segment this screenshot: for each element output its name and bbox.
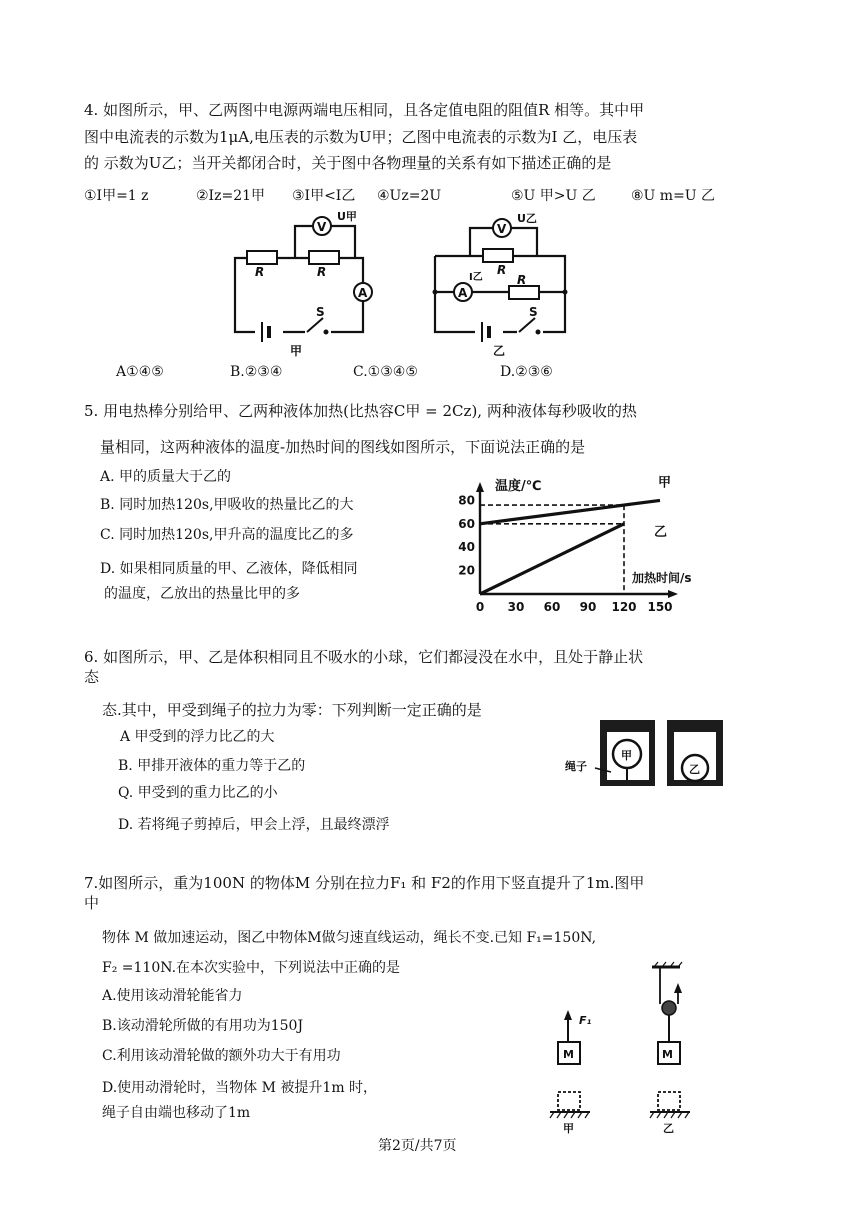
q6-option-b: B. 甲排开液体的重力等于乙的	[118, 758, 306, 774]
chart-x-tick: 150	[647, 600, 673, 614]
q5-option-d-cont: 的温度，乙放出的热量比甲的多	[104, 586, 300, 602]
q6-option-a: A 甲受到的浮力比乙的大	[120, 729, 275, 745]
ball-jia-label: 甲	[621, 749, 632, 762]
circuit-yi-figure	[425, 210, 585, 360]
q4-line3: 的 示数为U乙；当开关都闭合时，关于图中各物理量的关系有如下描述正确的是	[84, 154, 612, 172]
q4-line1: 4. 如图所示，甲、乙两图中电源两端电压相同，且各定值电阻的阻值R 相等。其中甲	[84, 101, 645, 119]
circuit-jia-ammeter: A	[358, 286, 368, 300]
force-f1-label: F₁	[579, 1014, 592, 1027]
q6-option-c: Q. 甲受到的重力比乙的小	[118, 785, 278, 801]
q4-option-a: A①④⑤	[116, 364, 164, 380]
chart-y-tick: 40	[458, 540, 475, 555]
q4-item-3: ③I甲<I乙	[292, 188, 356, 204]
q4-option-b: B.②③④	[230, 364, 283, 380]
q6-line2: 态.其中，甲受到绳子的拉力为零：下列判断一定正确的是	[102, 701, 482, 719]
q5-option-a: A. 甲的质量大于乙的	[100, 469, 232, 485]
circuit-yi-r1: R	[497, 263, 507, 277]
page-footer: 第2页/共7页	[378, 1138, 457, 1154]
q5-line2: 量相同，这两种液体的温度-加热时间的图线如图所示，下面说法正确的是	[100, 438, 586, 456]
chart-x-tick: 120	[611, 600, 637, 614]
chart-x-tick: 30	[507, 600, 525, 614]
circuit-yi-switch-label: S	[529, 305, 538, 319]
circuit-yi-voltmeter: V	[497, 222, 507, 236]
circuit-yi-u-label: U乙	[517, 212, 537, 225]
beakers-figure	[565, 712, 735, 792]
circuit-jia-caption: 甲	[290, 344, 303, 358]
q4-option-d: D.②③⑥	[500, 364, 553, 380]
q7-line1b: 中	[84, 894, 100, 912]
q6-line1: 6. 如图所示，甲、乙是体积相同且不吸水的小球，它们都浸没在水中，且处于静止状	[84, 648, 644, 666]
q4-line2: 图中电流表的示数为1μA,电压表的示数为U甲；乙图中电流表的示数为I 乙，电压表	[84, 128, 638, 146]
q7-line1: 7.如图所示，重为100N 的物体M 分别在拉力F₁ 和 F2的作用下竖直提升了1m.图甲	[84, 874, 645, 892]
ball-yi-label: 乙	[689, 763, 700, 776]
q4-option-c: C.①③④⑤	[353, 364, 418, 380]
chart-series-label-2: 乙	[654, 524, 668, 540]
circuit-jia-voltmeter: V	[317, 220, 327, 234]
rope-label: 绳子	[565, 760, 587, 773]
q5-option-d: D. 如果相同质量的甲、乙液体，降低相同	[100, 561, 358, 577]
pulley-figure	[548, 960, 708, 1155]
chart-series-line-2	[480, 524, 624, 594]
q4-item-4: ④Uz=2U	[377, 188, 442, 204]
chart-ylabel: 温度/℃	[495, 479, 542, 494]
circuit-yi-i-label: I乙	[469, 272, 483, 283]
circuit-yi-ammeter: A	[458, 286, 468, 300]
q4-item-5: ⑤U 甲>U 乙	[511, 188, 596, 204]
pulley-jia-caption: 甲	[563, 1122, 574, 1135]
mass-jia-label: M	[563, 1048, 574, 1061]
chart-y-tick: 60	[458, 516, 475, 531]
q6-line1b: 态	[84, 668, 100, 686]
q7-option-c: C.利用该动滑轮做的额外功大于有用功	[102, 1048, 341, 1064]
q7-line3: F₂ =110N.在本次实验中，下列说法中正确的是	[102, 960, 401, 976]
q5-line1: 5. 用电热棒分别给甲、乙两种液体加热(比热容C甲 = 2Cz), 两种液体每秒吸收的热	[84, 402, 637, 420]
chart-x-tick: 60	[543, 600, 561, 614]
q7-option-d-cont: 绳子自由端也移动了1m	[102, 1105, 251, 1121]
mass-yi-label: M	[662, 1048, 673, 1061]
q7-option-a: A.使用该动滑轮能省力	[102, 988, 243, 1004]
circuit-jia-figure	[225, 210, 375, 360]
q4-item-1: ①I甲=1 z	[84, 188, 149, 204]
circuit-jia-u-label: U甲	[337, 210, 357, 223]
chart-series-label-1: 甲	[658, 475, 672, 491]
q5-option-c: C. 同时加热120s,甲升高的温度比乙的多	[100, 527, 354, 543]
circuit-jia-switch-label: S	[316, 305, 325, 319]
chart-xlabel: 加热时间/s	[632, 571, 692, 585]
circuit-yi-r2: R	[517, 273, 527, 287]
q7-line2: 物体 M 做加速运动，图乙中物体M做匀速直线运动，绳长不变.已知 F₁=150N,	[102, 930, 597, 946]
chart-series-line-1	[480, 500, 660, 523]
temperature-time-chart	[440, 470, 690, 620]
chart-y-tick: 20	[458, 563, 475, 578]
q4-item-6: ⑧U m=U 乙	[631, 188, 716, 204]
q5-option-b: B. 同时加热120s,甲吸收的热量比乙的大	[100, 497, 354, 513]
circuit-jia-r1: R	[255, 265, 265, 279]
chart-x-tick: 0	[475, 600, 485, 614]
pulley-yi-caption: 乙	[663, 1122, 674, 1135]
circuit-yi-caption: 乙	[493, 344, 506, 358]
q7-option-b: B.该动滑轮所做的有用功为150J	[102, 1018, 304, 1034]
chart-x-tick: 90	[579, 600, 597, 614]
q7-option-d: D.使用动滑轮时，当物体 M 被提升1m 时，	[102, 1080, 378, 1096]
circuit-jia-r2: R	[317, 265, 327, 279]
chart-y-tick: 80	[458, 493, 475, 508]
q6-option-d: D. 若将绳子剪掉后，甲会上浮，且最终漂浮	[118, 817, 390, 833]
q4-item-2: ②Iz=21甲	[196, 188, 266, 204]
